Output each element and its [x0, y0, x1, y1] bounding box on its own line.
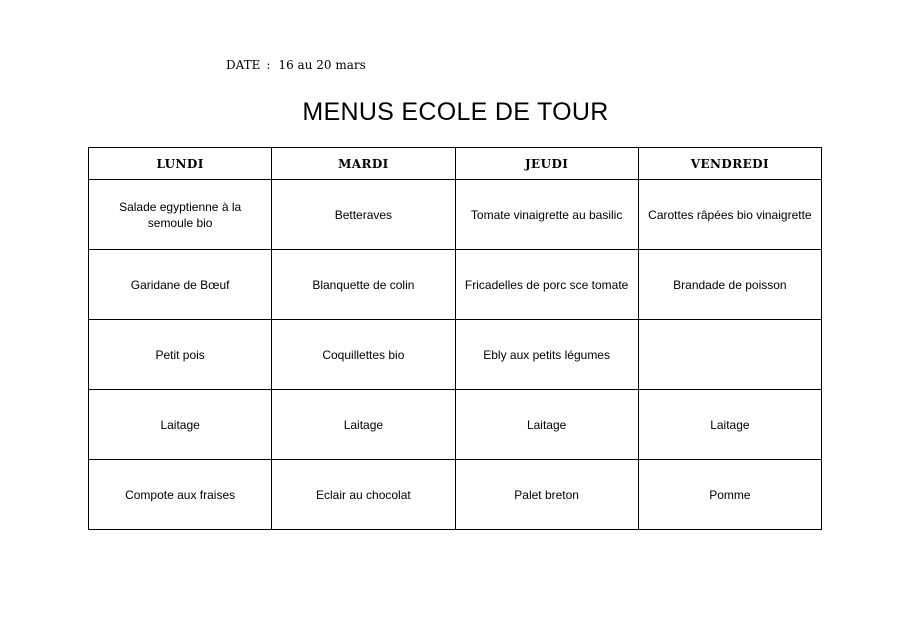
- menu-cell: Palet breton: [455, 460, 638, 530]
- header-vendredi: VENDREDI: [638, 148, 821, 180]
- menu-cell: Pomme: [638, 460, 821, 530]
- menu-cell: Petit pois: [89, 320, 272, 390]
- menu-cell: Blanquette de colin: [272, 250, 455, 320]
- table-row: [89, 250, 822, 320]
- page-title: MENUS ECOLE DE TOUR: [302, 98, 609, 126]
- menu-cell: Laitage: [272, 390, 455, 460]
- header-jeudi: JEUDI: [455, 148, 638, 180]
- menu-cell: Laitage: [89, 390, 272, 460]
- header-row: [89, 148, 822, 180]
- menu-cell: Coquillettes bio: [272, 320, 455, 390]
- header-lundi: LUNDI: [89, 148, 272, 180]
- table-row: [89, 460, 822, 530]
- menu-cell: Betteraves: [272, 180, 455, 250]
- date-separator: :: [266, 58, 271, 72]
- table-row: [89, 320, 822, 390]
- menu-cell: [638, 320, 821, 390]
- date-label: DATE: [226, 58, 261, 72]
- menu-cell: Ebly aux petits légumes: [455, 320, 638, 390]
- menu-cell: Garidane de Bœuf: [89, 250, 272, 320]
- menu-cell: Salade egyptienne à la semoule bio: [89, 180, 272, 250]
- menu-cell: Laitage: [638, 390, 821, 460]
- menu-cell: Fricadelles de porc sce tomate: [455, 250, 638, 320]
- menu-cell: Eclair au chocolat: [272, 460, 455, 530]
- date-line: [226, 58, 366, 72]
- menu-cell: Brandade de poisson: [638, 250, 821, 320]
- date-value: 16 au 20 mars: [278, 58, 366, 72]
- menu-table: [88, 147, 822, 530]
- table-row: [89, 180, 822, 250]
- menu-cell: Tomate vinaigrette au basilic: [455, 180, 638, 250]
- header-mardi: MARDI: [272, 148, 455, 180]
- menu-cell: Compote aux fraises: [89, 460, 272, 530]
- table-row: [89, 390, 822, 460]
- menu-cell: Carottes râpées bio vinaigrette: [638, 180, 821, 250]
- menu-cell: Laitage: [455, 390, 638, 460]
